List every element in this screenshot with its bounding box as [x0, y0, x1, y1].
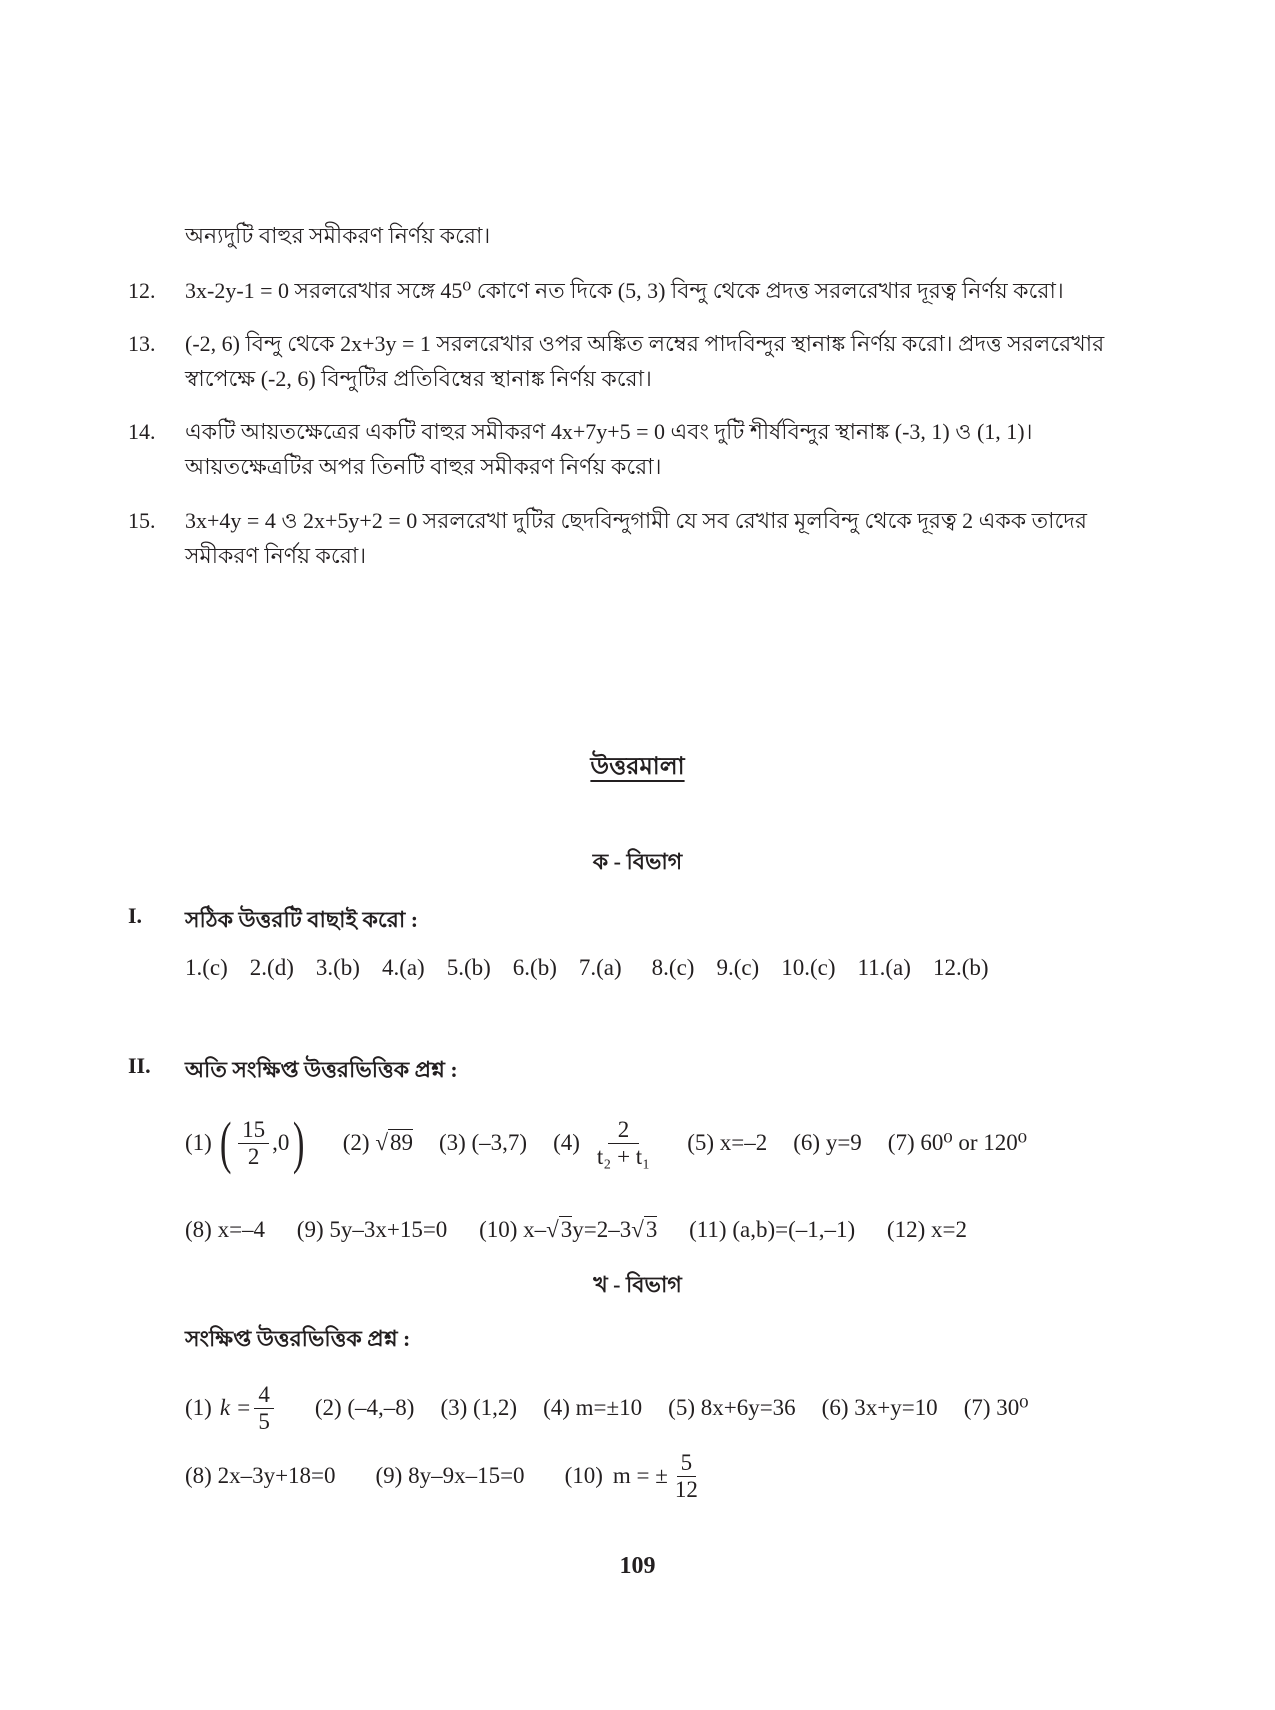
answer-item: (8) x=–4 [185, 1216, 266, 1242]
answer-label: (10) [564, 1463, 603, 1488]
intro-tail-text: অন্যদুটি বাহুর সমীকরণ নির্ণয় করো। [185, 223, 491, 248]
answer-label: (1) [185, 1395, 212, 1420]
answer-sqrt-expression: (10) x–√3y=2–3√3 [479, 1216, 658, 1242]
problem-number: 15. [128, 508, 156, 533]
problem-text: স্বাপেক্ষে (-2, 6) বিন্দুটির প্রতিবিম্বের স্থানাঙ্ক নির্ণয় করো। [185, 366, 652, 391]
answer-item: (4) m=±10 [543, 1395, 643, 1420]
answer-item: 5.(b) [446, 955, 491, 980]
answer-label: (4) [553, 1130, 580, 1155]
answer-item: (9) 5y–3x+15=0 [296, 1216, 448, 1242]
answer-point-fraction [216, 1110, 309, 1175]
answer-fraction [565, 1450, 705, 1503]
answer-item: 3.(b) [315, 955, 360, 980]
expr-part: y=2–3 [572, 1216, 632, 1242]
answer-item: 11.(a) [857, 955, 911, 980]
expr-part: (10) x– [479, 1216, 547, 1242]
part2-answers-row1 [185, 1108, 1053, 1178]
problem-text: (-2, 6) বিন্দু থেকে 2x+3y = 1 সরলরেখার ওপর অঙ্কিত লম্বের পাদবিন্দুর স্থানাঙ্ক নির্ণয় করো। প্রদত্ত সরলরেখার [185, 331, 1105, 356]
answer-fraction [553, 1117, 657, 1170]
part2-title: অতি সংক্ষিপ্ত উত্তরভিত্তিক প্রশ্ন : [185, 1057, 458, 1082]
left-paren: ( [219, 1110, 232, 1175]
fraction [671, 1450, 702, 1503]
answer-sqrt: (2) √89 [342, 1130, 413, 1155]
answer-item: 8.(c) [651, 955, 695, 980]
answer-item: (5) 8x+6y=36 [668, 1395, 796, 1420]
answer-item: 2.(d) [249, 955, 294, 980]
radicand: 3 [645, 1216, 658, 1242]
section-kha-heading: খ - বিভাগ [593, 1272, 682, 1297]
answer-fraction [185, 1382, 277, 1435]
fraction [238, 1117, 269, 1170]
expr-part: k = [219, 1395, 252, 1420]
answer-label: (1) [185, 1130, 212, 1155]
right-paren: ) [293, 1110, 305, 1175]
problem-text: আয়তক্ষেত্রটির অপর তিনটি বাহুর সমীকরণ নির্ণয় করো। [185, 454, 662, 479]
problem-text: 3x+4y = 4 ও 2x+5y+2 = 0 সরলরেখা দুটির ছেদবিন্দুগামী যে সব রেখার মূলবিন্দু থেকে দূরত্ব 2 একক তাদের [185, 508, 1088, 533]
problem-text: 3x-2y-1 = 0 সরলরেখার সঙ্গে 45⁰ কোণে নত দিকে (5, 3) বিন্দু থেকে প্রদত্ত সরলরেখার দূরত্ব নির্ণয় করো। [185, 278, 1064, 303]
numerator: 2 [608, 1117, 640, 1144]
answer-item: (6) 3x+y=10 [821, 1395, 938, 1420]
problem-text: সমীকরণ নির্ণয় করো। [185, 543, 367, 568]
part3-title: সংক্ষিপ্ত উত্তরভিত্তিক প্রশ্ন : [185, 1326, 411, 1351]
problem-number: 14. [128, 419, 156, 444]
denominator: 2 [247, 1143, 260, 1169]
problem-number: 13. [128, 331, 156, 356]
section-ka-heading: ক - বিভাগ [592, 849, 683, 874]
radicand: 3 [560, 1216, 573, 1242]
part2-roman: II. [128, 1053, 151, 1078]
answer-item: (7) 30⁰ [963, 1395, 1029, 1420]
answer-item: 9.(c) [716, 955, 760, 980]
numerator: 15 [238, 1117, 269, 1144]
answer-item: 4.(a) [381, 955, 425, 980]
problem-text: একটি আয়তক্ষেত্রের একটি বাহুর সমীকরণ 4x+7y+5 = 0 এবং দুটি শীর্ষবিন্দুর স্থানাঙ্ক (-3, 1) ও (1, 1)। [185, 419, 1033, 444]
answer-item: (6) y=9 [793, 1130, 862, 1155]
part3-answers-row2 [185, 1446, 731, 1506]
numerator: 4 [254, 1382, 274, 1409]
answer-item: (12) x=2 [886, 1216, 967, 1242]
answer-item: (5) x=–2 [687, 1130, 768, 1155]
denominator: 5 [258, 1408, 270, 1434]
answer-item: 7.(a) [578, 955, 622, 980]
part1-roman: I. [128, 903, 143, 928]
answer-item: 10.(c) [781, 955, 836, 980]
part1-answers [185, 954, 1011, 982]
page-number: 109 [619, 1553, 656, 1579]
answer-label: (2) [342, 1130, 370, 1155]
radicand: 89 [389, 1130, 413, 1155]
answer-rest: ,0 [272, 1130, 290, 1155]
answer-item: (11) (a,b)=(–1,–1) [689, 1216, 856, 1242]
expr-part: m = ± [612, 1463, 668, 1488]
answer-item: 6.(b) [512, 955, 557, 980]
answers-title: উত্তরমালা [590, 754, 685, 780]
fraction [593, 1117, 654, 1170]
answer-item: (9) 8y–9x–15=0 [375, 1463, 525, 1488]
answer-item: (7) 60⁰ or 120⁰ [887, 1130, 1027, 1155]
answer-item: 1.(c) [185, 955, 228, 980]
answer-item: 12.(b) [932, 955, 989, 980]
part2-answers-row2 [185, 1213, 993, 1245]
fraction [254, 1382, 274, 1435]
part1-title: সঠিক উত্তরটি বাছাই করো : [185, 907, 419, 932]
denominator: t₂ + t₁ [596, 1143, 651, 1169]
answer-item: (3) (1,2) [440, 1395, 518, 1420]
answer-item: (8) 2x–3y+18=0 [185, 1463, 336, 1488]
answer-item: (2) (–4,–8) [314, 1395, 415, 1420]
numerator: 5 [677, 1450, 697, 1477]
answer-item: (3) (–3,7) [438, 1130, 528, 1155]
problem-number: 12. [128, 278, 156, 303]
denominator: 12 [674, 1476, 698, 1502]
part3-answers-row1 [185, 1378, 1054, 1438]
